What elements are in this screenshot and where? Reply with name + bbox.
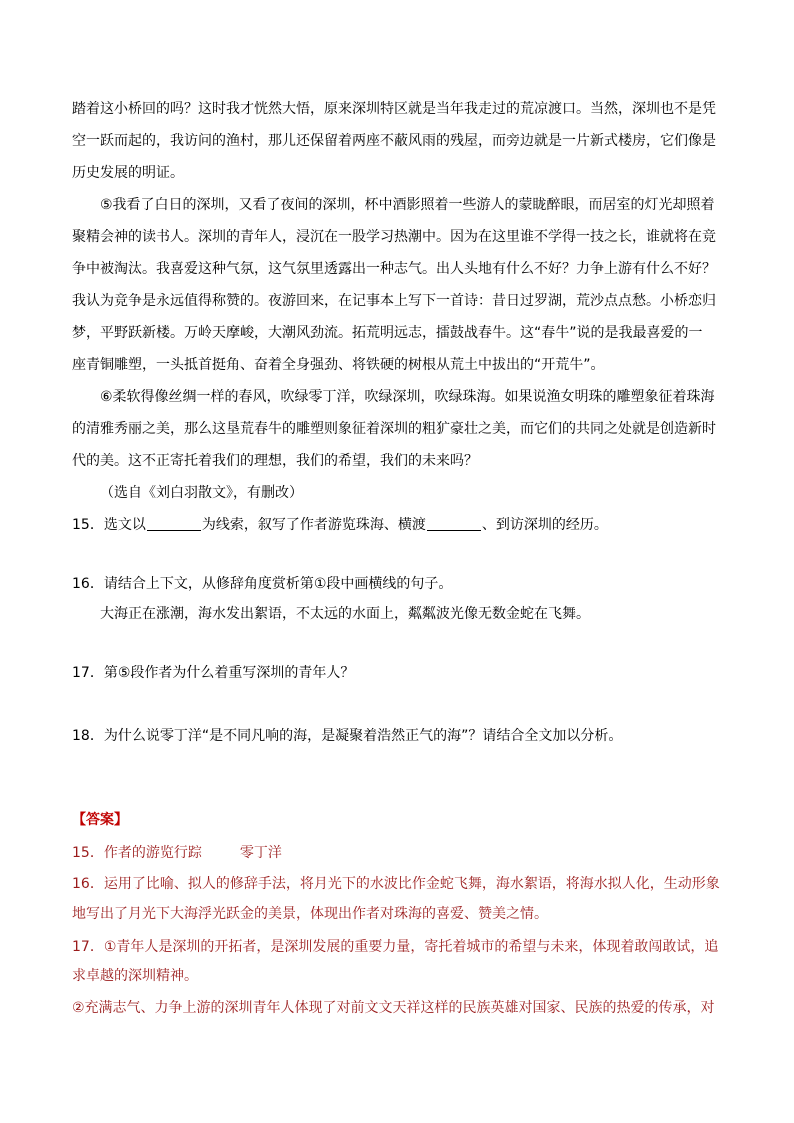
question-15-text-b: 为线索，叙写了作者游览珠海、横渡 [201,517,426,533]
answer-15-part-a: 15．作者的游览行踪 [72,845,202,861]
question-18: 18．为什么说零丁洋“是不同凡响的海，是凝聚着浩然正气的海”？请结合全文加以分析。 [72,728,623,744]
passage-line: ⑥柔软得像丝绸一样的春风，吹绿零丁洋，吹绿深圳，吹绿珠海。如果说渔女明珠的雕塑象征着珠海 [100,389,715,405]
answer-17-line: 17．①青年人是深圳的开拓者，是深圳发展的重要力量，寄托着城市的希望与未来，体现着敢闯敢试，追 [72,939,719,955]
question-16-quote: 大海正在涨潮，海水发出絮语，不太远的水面上，粼粼波光像无数金蛇在飞舞。 [100,606,590,622]
passage-line: 聚精会神的读书人。深圳的青年人，浸沉在一股学习热潮中。因为在这里谁不学得一技之长，谁就将在竞 [72,229,716,245]
passage-line: 的清雅秀丽之美，那么这垦荒春牛的雕塑则象征着深圳的粗犷豪壮之美，而它们的共同之处就是创造新时 [72,421,716,437]
passage-line: 代的美。这不正寄托着我们的理想，我们的希望，我们的未来吗？ [72,453,478,469]
question-16: 16．请结合上下文，从修辞角度赏析第①段中画横线的句子。 [72,576,453,592]
passage-line: 踏着这小桥回的吗？这时我才恍然大悟，原来深圳特区就是当年我走过的荒凉渡口。当然，深圳也不是凭 [72,101,716,117]
passage-line: 我认为竞争是永远值得称赞的。夜游回来，在记事本上写下一首诗：昔日过罗湖，荒沙点点愁。小桥恋归 [72,293,716,309]
passage-source: （选自《刘白羽散文》，有删改） [100,485,303,501]
answer-15 [72,843,282,863]
answer-17-line: ②充满志气、力争上游的深圳青年人体现了对前文文天祥这样的民族英雄对国家、民族的热爱的传承，对 [72,1000,715,1016]
answer-17-line: 求卓越的深圳精神。 [72,968,198,984]
passage-line: ⑤我看了白日的深圳，又看了夜间的深圳，杯中酒影照着一些游人的蒙眬醉眼，而居室的灯光却照着 [100,197,715,213]
passage-line: 空一跃而起的，我访问的渔村，那儿还保留着两座不蔽风雨的残屋，而旁边就是一片新式楼房，它们像是 [72,133,716,149]
answer-blank [427,516,481,531]
answer-15-part-b: 零丁洋 [239,845,282,861]
question-17: 17．第⑤段作者为什么着重写深圳的青年人？ [72,665,355,681]
answer-blank [147,516,201,531]
question-15-text-c: 、到访深圳的经历。 [481,517,608,533]
passage-line: 梦，平野跃新楼。万岭天摩峻，大潮风劲流。拓荒明远志，擂鼓战春牛。这“春牛”说的是我最喜爱的一 [72,325,703,341]
question-15-text-a: 15．选文以 [72,517,146,533]
answer-16-line: 16．运用了比喻、拟人的修辞手法，将月光下的水波比作金蛇飞舞，海水絮语，将海水拟人化，生动形象 [72,876,720,892]
question-15 [72,515,608,535]
answer-16-line: 地写出了月光下大海浮光跃金的美景，体现出作者对珠海的喜爱、赞美之情。 [72,906,548,922]
answer-section-title: 【答案】 [72,812,128,828]
passage-line: 历史发展的明证。 [72,165,184,181]
passage-line: 争中被淘汰。我喜爱这种气氛，这气氛里透露出一种志气。出人头地有什么不好？力争上游有什么不好？ [72,261,716,277]
passage-line: 座青铜雕塑，一头抵首挺角、奋着全身强劲、将铁硬的树根从荒土中拔出的“开荒牛”。 [72,357,605,373]
